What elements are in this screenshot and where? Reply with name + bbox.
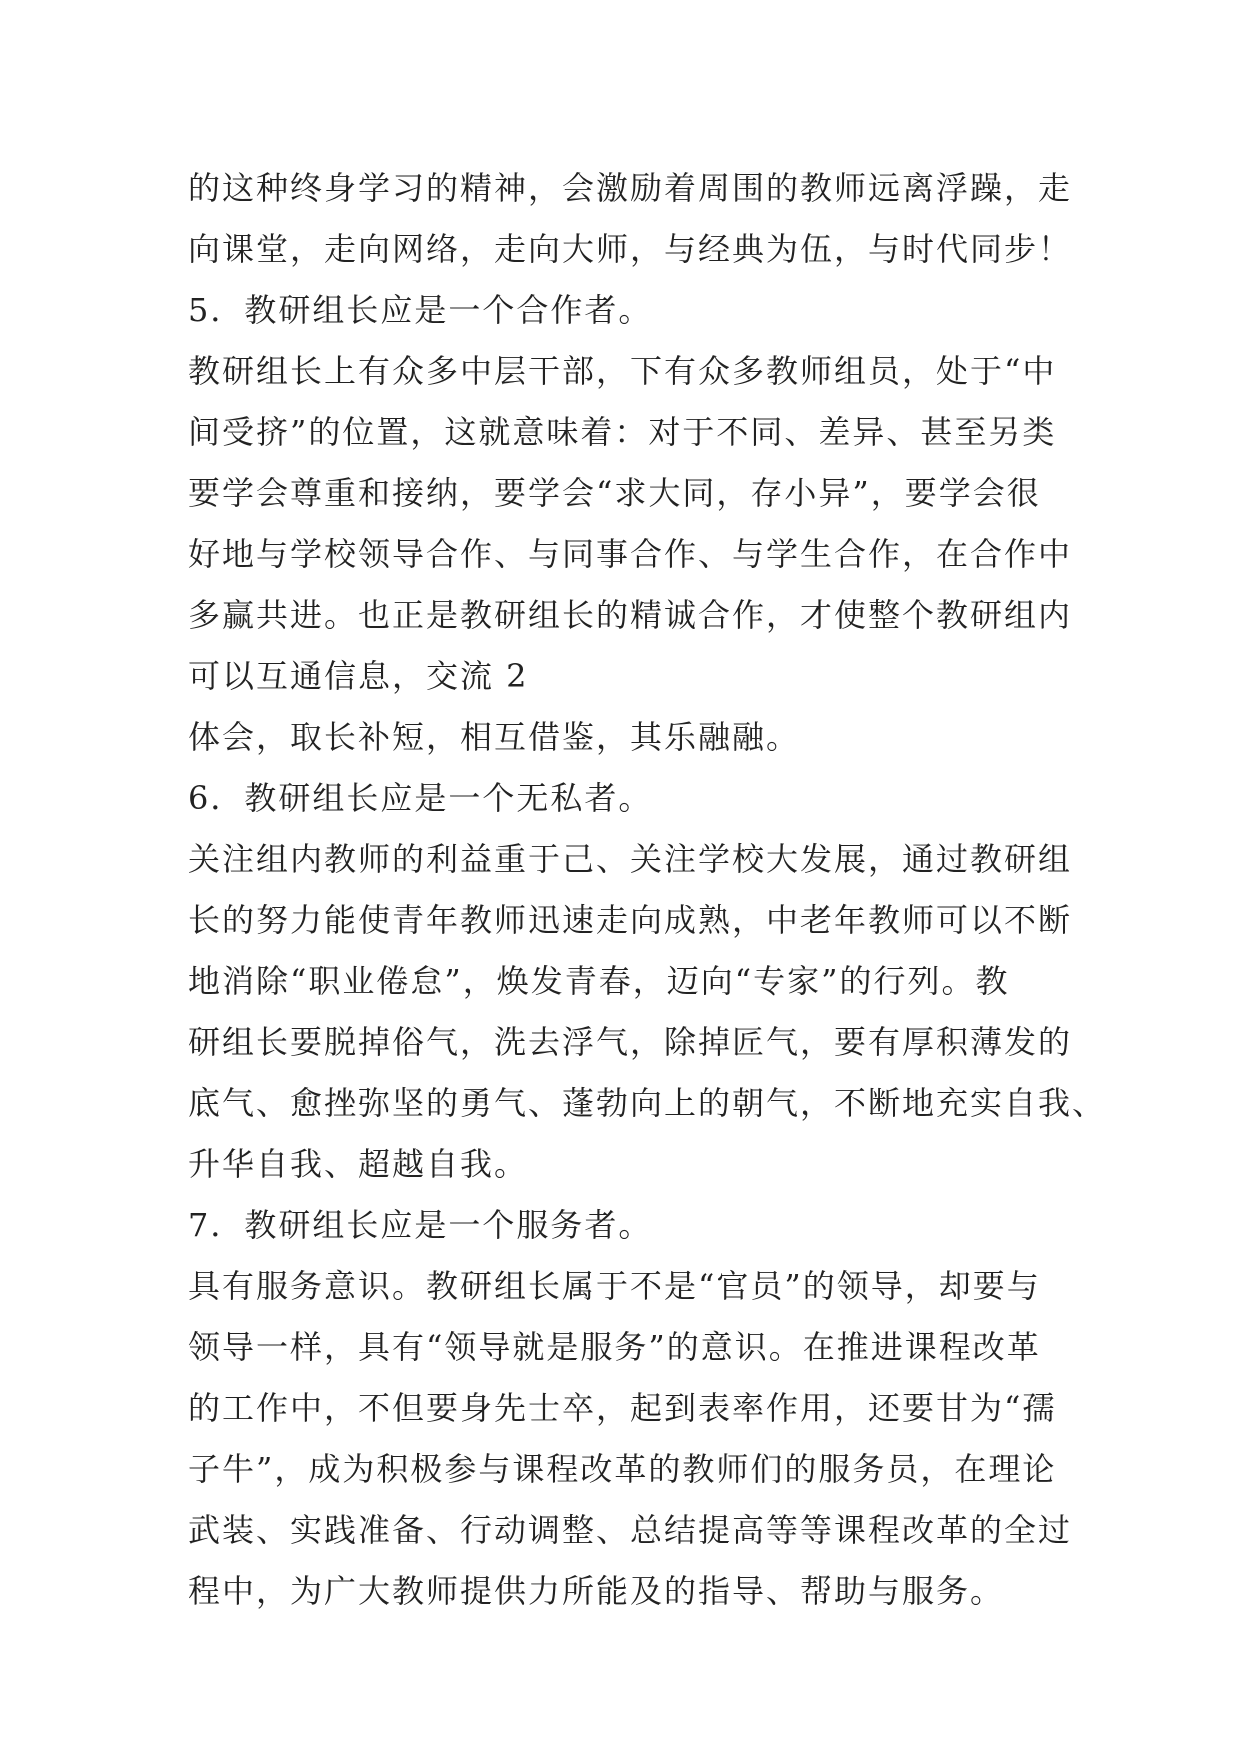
- text-line: 地消除“职业倦怠”，焕发青春，迈向“专家”的行列。教: [188, 962, 1010, 1000]
- section-heading: 6．教研组长应是一个无私者。: [188, 779, 653, 817]
- text-line: 领导一样，具有“领导就是服务”的意识。在推进课程改革: [188, 1328, 1041, 1366]
- text-line: 教研组长上有众多中层干部，下有众多教师组员，处于“中: [188, 352, 1057, 390]
- text-line: 多赢共进。也正是教研组长的精诚合作，才使整个教研组内: [188, 596, 1073, 634]
- text-line: 程中，为广大教师提供力所能及的指导、帮助与服务。: [188, 1572, 1005, 1610]
- text-line: 升华自我、超越自我。: [188, 1145, 529, 1183]
- text-line: 好地与学校领导合作、与同事合作、与学生合作，在合作中: [188, 535, 1073, 573]
- text-line: 要学会尊重和接纳，要学会“求大同，存小异”，要学会很: [188, 474, 1041, 512]
- text-line: 体会，取长补短，相互借鉴，其乐融融。: [188, 718, 801, 756]
- text-line: 的工作中，不但要身先士卒，起到表率作用，还要甘为“孺: [188, 1389, 1057, 1427]
- text-line: 长的努力能使青年教师迅速走向成熟，中老年教师可以不断: [188, 901, 1073, 939]
- text-line: 间受挤”的位置，这就意味着：对于不同、差异、甚至另类: [188, 413, 1057, 451]
- text-line: 武装、实践准备、行动调整、总结提高等等课程改革的全过: [188, 1511, 1073, 1549]
- text-line: 子牛”，成为积极参与课程改革的教师们的服务员，在理论: [188, 1450, 1057, 1488]
- text-line: 关注组内教师的利益重于己、关注学校大发展，通过教研组: [188, 840, 1073, 878]
- section-heading: 7．教研组长应是一个服务者。: [188, 1206, 653, 1244]
- text-line: 向课堂，走向网络，走向大师，与经典为伍，与时代同步！: [188, 230, 1073, 268]
- text-line: 底气、愈挫弥坚的勇气、蓬勃向上的朝气，不断地充实自我、: [188, 1084, 1107, 1122]
- text-line: 具有服务意识。教研组长属于不是“官员”的领导，却要与: [188, 1267, 1041, 1305]
- text-line: 可以互通信息，交流 2: [188, 657, 529, 695]
- text-line: 研组长要脱掉俗气，洗去浮气，除掉匠气，要有厚积薄发的: [188, 1023, 1073, 1061]
- body-text: [188, 158, 1107, 1622]
- section-heading: 5．教研组长应是一个合作者。: [188, 291, 653, 329]
- text-line: 的这种终身学习的精神，会激励着周围的教师远离浮躁，走: [188, 169, 1073, 207]
